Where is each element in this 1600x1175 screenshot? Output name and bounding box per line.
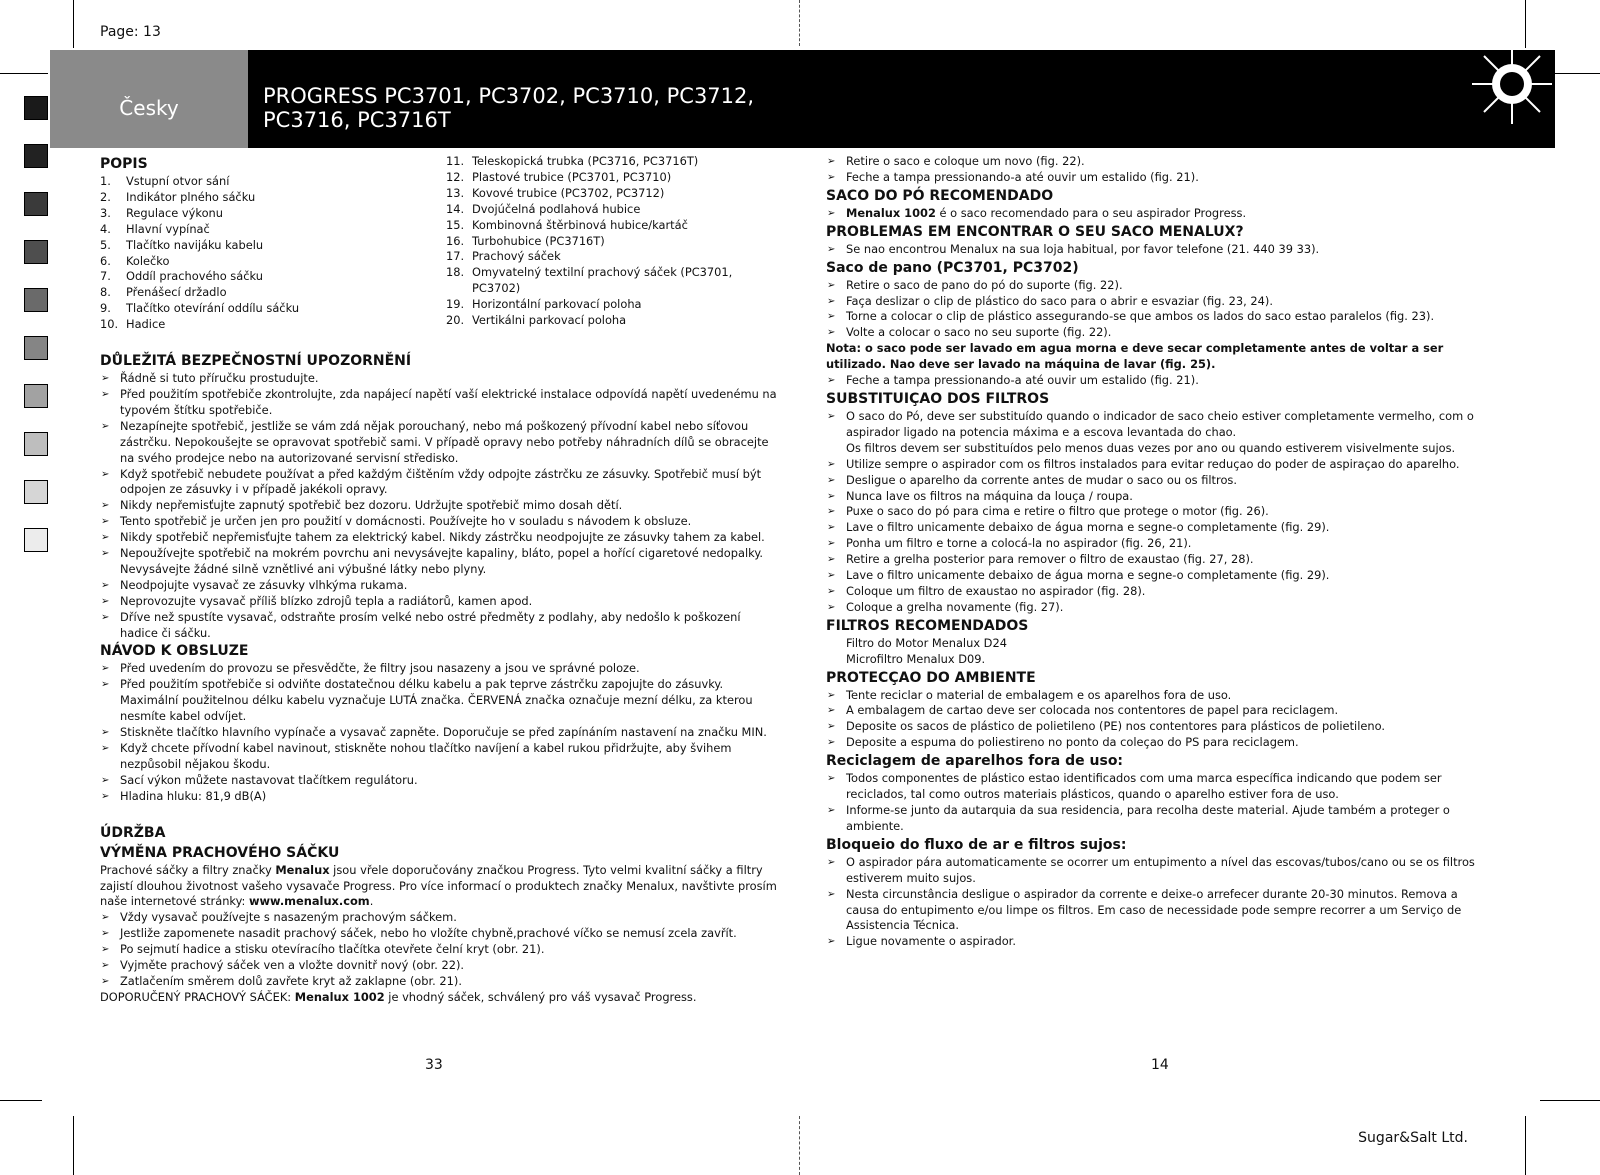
parts-list-item [446, 218, 746, 234]
parts-list-item [446, 265, 746, 297]
item-label: Plastové trubice (PC3701, PC3710) [472, 169, 672, 184]
item-label: Teleskopická trubka (PC3716, PC3716T) [472, 154, 699, 168]
bloqueio-heading: Bloqueio do fluxo de ar e filtros sujos: [826, 836, 1127, 853]
item-number: 5. [100, 237, 111, 252]
list-item: ➢ Když chcete přívodní kabel navinout, stiskněte nohou tlačítko navíjení a kabel rukou přidržujte, aby švihem nezpůsobil nějakou škodu. [100, 741, 780, 773]
vymena-paragraph [100, 863, 780, 911]
item-label: Dvojúčelná podlahová hubice [472, 201, 641, 216]
list-item: ➢ Todos componentes de plástico estao identificados com uma marca específica indicando que podem ser reciclados, tal como outros materiais plásticos, quando o aparelho estiver fora de uso. [826, 771, 1491, 803]
item-number: 16. [446, 233, 465, 248]
parts-list-item [100, 254, 446, 270]
parts-list-item [100, 190, 446, 206]
parts-list-item [446, 202, 746, 218]
list-item: ➢ Deposite os sacos de plástico de polietileno (PE) nos contentores para plásticos de polietileno. [826, 719, 1491, 735]
list-item: ➢ Ponha um filtro e torne a colocá-la no aspirador (fig. 26, 21). [826, 536, 1491, 552]
list-item: ➢ Nepoužívejte spotřebič na mokrém povrchu ani nevysávejte kapaliny, bláto, popel a hořící cigaretové nedopalky. Nevysávejte žádné silně vznětlivé ani výbušné látky nebo plyny. [100, 546, 780, 578]
list-item: ➢ Retire o saco de pano do pó do suporte (fig. 22). [826, 278, 1491, 294]
czech-column [100, 154, 780, 1006]
color-swatch [24, 96, 48, 120]
parts-list-item [446, 313, 746, 329]
list-item: ➢ Torne a colocar o clip de plástico assegurando-se que ambos os lados do saco estao paralelos (fig. 23). [826, 309, 1491, 325]
item-number: 12. [446, 169, 465, 184]
item-number: 14. [446, 201, 465, 216]
parts-list-item [446, 234, 746, 250]
crop-mark [1525, 0, 1526, 48]
saco-item [826, 206, 1491, 222]
title-line-2: PC3716, PC3716T [263, 108, 451, 132]
list-item: ➢ Tente reciclar o material de embalagem e os aparelhos fora de uso. [826, 688, 1491, 704]
list-item: ➢ Před uvedením do provozu se přesvědčte, že filtry jsou nasazeny a jsou ve správné poloze. [100, 661, 780, 677]
list-item: ➢ Nunca lave os filtros na máquina da louça / roupa. [826, 489, 1491, 505]
list-item: ➢ Nezapínejte spotřebič, jestliže se vám zdá nějak porouchaný, nebo má poškozený přívodní kabel nebo síťovou zástrčku. Nepokoušejte se opravovat spotřebič sami. V případě opravy nebo potřeby náhradních dílů se obracejte na svého prodejce nebo na autorizované servisní středisko. [100, 419, 780, 467]
parts-list-item [446, 186, 746, 202]
color-swatch [24, 336, 48, 360]
footer-brand: Sugar&Salt Ltd. [1358, 1130, 1468, 1146]
list-item: ➢ Nesta circunstância desligue o aspirador da corrente e deixe-o arrefecer durante 20-30 minutos. Remova a causa do entupimento e/ou limpe os filtros. Em caso de necessidade pode sempre recorrer a um Serviço de Assistencia Técnica. [826, 887, 1491, 935]
filtros-heading: SUBSTITUIÇAO DOS FILTROS [826, 390, 1050, 407]
list-item: ➢ Coloque a grelha novamente (fig. 27). [826, 600, 1491, 616]
item-label: Tlačítko otevírání oddílu sáčku [126, 301, 300, 316]
page-label: Page: 13 [100, 24, 161, 40]
list-item: ➢ Lave o filtro unicamente debaixo de água morna e segne-o completamente (fig. 29). [826, 568, 1491, 584]
crop-mark [1540, 1100, 1600, 1101]
udrzba-heading: ÚDRŽBA [100, 824, 166, 841]
item-number: 6. [100, 253, 111, 268]
filtros-list [826, 457, 1491, 616]
navod-list [100, 661, 780, 804]
list-item: ➢ Puxe o saco do pó para cima e retire o filtro que protege o motor (fig. 26). [826, 504, 1491, 520]
recommended-bag-line [100, 990, 780, 1006]
list-item: ➢ Retire a grelha posterior para remover o filtro de exaustao (fig. 27, 28). [826, 552, 1491, 568]
parts-list-item [100, 174, 446, 190]
list-item: ➢ Vždy vysavač používejte s nasazeným prachovým sáčkem. [100, 910, 780, 926]
item-label: Přenášecí držadlo [126, 285, 227, 300]
parts-list-item [100, 238, 446, 254]
problemas-item: ➢ Se nao encontrou Menalux na sua loja habitual, por favor telefone (21. 440 39 33). [826, 242, 1491, 258]
parts-list-item [100, 206, 446, 222]
fold-line-bottom [799, 1116, 800, 1175]
parts-list-right [446, 154, 746, 333]
pano-end-item: ➢ Feche a tampa pressionando-a até ouvir um estalido (fig. 21). [826, 373, 1491, 389]
item-number: 17. [446, 249, 465, 264]
list-item: ➢ Feche a tampa pressionando-a até ouvir um estalido (fig. 21). [826, 170, 1491, 186]
crop-mark [0, 1100, 42, 1101]
recommended-bag-label: DOPORUČENÝ PRACHOVÝ SÁČEK: [100, 989, 295, 1004]
list-item: ➢ Ligue novamente o aspirador. [826, 934, 1491, 950]
portuguese-column [826, 154, 1491, 950]
color-swatch [24, 192, 48, 216]
pano-list [826, 278, 1491, 342]
list-item: Microfiltro Menalux D09. [846, 651, 986, 666]
item-label: Hlavní vypínač [126, 221, 210, 236]
item-number: 8. [100, 285, 111, 300]
menalux-url-link[interactable]: www.menalux.com [248, 894, 370, 909]
parts-list-item [446, 297, 746, 313]
parts-list-item [100, 269, 446, 285]
nota-text: Nota: o saco pode ser lavado em agua morna e deve secar completamente antes de voltar a ser utilizado. Nao deve ser lavado na máquina de lavar (fig. 25). [826, 341, 1444, 372]
color-swatch [24, 144, 48, 168]
vymena-end: . [369, 894, 374, 909]
list-item: ➢ Informe-se junto da autarquia da sua residencia, para recolha deste material. Ajude também a proteger o ambiente. [826, 803, 1491, 835]
ambiente-heading: PROTECÇAO DO AMBIENTE [826, 669, 1036, 686]
item-label: Oddíl prachového sáčku [126, 269, 263, 284]
item-number: 10. [100, 317, 119, 332]
item-number: 18. [446, 265, 465, 280]
list-item: ➢ Coloque um filtro de exaustao no aspirador (fig. 28). [826, 584, 1491, 600]
list-item: ➢ Tento spotřebič je určen jen pro použití v domácnosti. Používejte ho v souladu s návodem k obsluze. [100, 514, 780, 530]
color-swatch [24, 240, 48, 264]
list-item: ➢ Utilize sempre o aspirador com os filtros instalados para evitar reduçao do poder de aspiraçao do aparelho. [826, 457, 1491, 473]
reciclagem-list [826, 771, 1491, 835]
problemas-heading: PROBLEMAS EM ENCONTRAR O SEU SACO MENALUX? [826, 223, 1244, 240]
list-item: ➢ Vyjměte prachový sáček ven a vložte dovnitř nový (obr. 22). [100, 958, 780, 974]
item-label: Indikátor plného sáčku [126, 189, 256, 204]
saco-heading: SACO DO PÓ RECOMENDADO [826, 187, 1054, 204]
item-label: Vstupní otvor sání [126, 174, 230, 188]
vymena-text: Prachové sáčky a filtry značky [100, 862, 276, 877]
vymena-heading: VÝMĚNA PRACHOVÉHO SÁČKU [100, 844, 340, 861]
item-label: Kovové trubice (PC3702, PC3712) [472, 185, 665, 200]
list-item: ➢ Retire o saco e coloque um novo (fig. 22). [826, 154, 1491, 170]
parts-list-left [100, 174, 446, 333]
pano-heading: Saco de pano (PC3701, PC3702) [826, 259, 1079, 276]
saco-model: Menalux 1002 [846, 205, 936, 220]
bloqueio-list [826, 855, 1491, 950]
list-item: ➢ Jestliže zapomenete nasadit prachový sáček, nebo ho vložíte chybně,prachové víčko se nemusí zcela zavřít. [100, 926, 780, 942]
item-number: 4. [100, 221, 111, 236]
list-item: ➢ Dříve než spustíte vysavač, odstraňte prosím velké nebo ostré předměty z podlahy, aby nedošlo k poškození hadice či sáčku. [100, 610, 780, 642]
item-number: 20. [446, 313, 465, 328]
filtros-first-item [826, 409, 1491, 457]
list-item: ➢ Neodpojujte vysavač ze zásuvky vlhkýma rukama. [100, 578, 780, 594]
list-item: ➢ Zatlačením směrem dolů zavřete kryt až zaklapne (obr. 21). [100, 974, 780, 990]
list-item: ➢ Lave o filtro unicamente debaixo de água morna e segne-o completamente (fig. 29). [826, 520, 1491, 536]
list-item: ➢ A embalagem de cartao deve ser colocada nos contentores de papel para reciclagem. [826, 703, 1491, 719]
bag-intro-list [826, 154, 1491, 186]
item-label: Kolečko [126, 253, 170, 268]
list-item: ➢ Desligue o aparelho da corrente antes de mudar o saco ou os filtros. [826, 473, 1491, 489]
recommended-bag-text: je vhodný sáček, schválený pro váš vysavač Progress. [384, 989, 697, 1004]
parts-list-item [446, 249, 746, 265]
list-item: ➢ Stiskněte tlačítko hlavního vypínače a vysavač zapněte. Doporučuje se před zapínáním nastavení na značku MIN. [100, 725, 780, 741]
item-number: 3. [100, 205, 111, 220]
safety-heading: DŮLEŽITÁ BEZPEČNOSTNÍ UPOZORNĚNÍ [100, 353, 412, 370]
color-swatch [24, 432, 48, 456]
crop-mark [1552, 73, 1600, 74]
color-swatch [24, 528, 48, 552]
parts-list-item [100, 301, 446, 317]
recommended-bag-model: Menalux 1002 [294, 989, 385, 1004]
item-label: Tlačítko navijáku kabelu [126, 237, 264, 252]
item-number: 11. [446, 154, 465, 168]
crop-mark [0, 73, 48, 74]
list-item: ➢ Volte a colocar o saco no seu suporte (fig. 22). [826, 325, 1491, 341]
recomendados-list [826, 636, 1491, 668]
filtros-first-text-b: Os filtros devem ser substituídos pelo menos duas vezes por ano ou quando estiverem visivelmente sujos. [846, 440, 1456, 455]
item-number: 19. [446, 297, 465, 312]
item-label: Prachový sáček [472, 249, 561, 264]
item-number: 13. [446, 185, 465, 200]
item-number: 2. [100, 189, 111, 204]
title-line-1: PROGRESS PC3701, PC3702, PC3710, PC3712, [263, 84, 755, 108]
ambiente-list [826, 688, 1491, 752]
filtros-first-text: ➢ O saco do Pó, deve ser substituído quando o indicador de saco cheio estiver completamente vermelho, com o aspirador ligado na potencia máxima e a escova levantada do chao. [846, 408, 1474, 439]
list-item: ➢ Po sejmutí hadice a stisku otevíracího tlačítka otevřete čelní kryt (obr. 21). [100, 942, 780, 958]
color-swatch [24, 288, 48, 312]
parts-list-item [446, 170, 746, 186]
parts-list-item [446, 154, 746, 170]
list-item: ➢ Nikdy spotřebič nepřemisťujte tahem za elektrický kabel. Nikdy zástrčku neodpojujte ze zásuvky tahem za kabel. [100, 530, 780, 546]
list-item: ➢ Faça deslizar o clip de plástico do saco para o abrir e esvaziar (fig. 23, 24). [826, 294, 1491, 310]
list-item: ➢ Před použitím spotřebiče si odviňte dostatečnou délku kabelu a pak teprve zástrčku zapojujte do zásuvky. Maximální použitelnou délku kabelu vyznačuje LUTÁ značka. ČERVENÁ značka označuje mezní délku, za kterou nesmíte kabel odvíjet. [100, 677, 780, 725]
recomendados-heading: FILTROS RECOMENDADOS [826, 617, 1029, 634]
page-number-left: 33 [425, 1057, 443, 1073]
menalux-brand: Menalux [275, 862, 330, 877]
list-item: ➢ Hladina hluku: 81,9 dB(A) [100, 789, 780, 805]
list-item: ➢ Nikdy nepřemisťujte zapnutý spotřebič bez dozoru. Udržujte spotřebič mimo dosah dětí. [100, 498, 780, 514]
parts-list-item [100, 222, 446, 238]
list-item: ➢ O aspirador pára automaticamente se ocorrer um entupimento a nível das escovas/tubos/cano ou se os filtros estiverem muito sujos. [826, 855, 1491, 887]
item-number: 1. [100, 174, 111, 188]
vymena-list [100, 910, 780, 990]
item-label: Omyvatelný textilní prachový sáček (PC3701, PC3702) [472, 265, 733, 296]
language-label: Česky [119, 96, 179, 120]
crop-mark [1525, 1116, 1526, 1175]
item-label: Horizontální parkovací poloha [472, 297, 642, 312]
fold-line-top [799, 0, 800, 46]
safety-list [100, 371, 780, 641]
saco-text: é o saco recomendado para o seu aspirador Progress. [935, 205, 1247, 220]
vymena-text-2: jsou vřele doporučovány značkou Progress. Tyto velmi kvalitní sáčky a filtry zajistí dlouhou životnost vašeho vysavače Progress. Pro více informací o produktech značky Menalux, navštivte prosím naše internetové stránky: [100, 862, 777, 909]
list-item: ➢ Před použitím spotřebiče zkontrolujte, zda napájecí napětí vaší elektrické instalace odpovídá napětí uvedenému na typovém štítku spotřebiče. [100, 387, 780, 419]
list-item: Filtro do Motor Menalux D24 [846, 635, 1007, 650]
item-number: 15. [446, 217, 465, 232]
list-item: ➢ Neprovozujte vysavač příliš blízko zdrojů tepla a radiátorů, kamen apod. [100, 594, 780, 610]
page-number-right: 14 [1151, 1057, 1169, 1073]
item-label: Regulace výkonu [126, 205, 223, 220]
list-item: ➢ Když spotřebič nebudete používat a před každým čištěním vždy odpojte zástrčku ze zásuvky. Spotřebič musí být odpojen ze zásuvky i v případě jakékoli opravy. [100, 467, 780, 499]
item-label: Kombinovná štěrbinová hubice/kartáč [472, 217, 688, 232]
item-label: Hadice [126, 317, 166, 332]
item-number: 7. [100, 269, 111, 284]
list-item: ➢ Řádně si tuto příručku prostudujte. [100, 371, 780, 387]
registration-mark-icon [1470, 42, 1554, 126]
crop-mark [73, 1116, 74, 1175]
navod-heading: NÁVOD K OBSLUZE [100, 643, 249, 660]
popis-heading: POPIS [100, 156, 148, 172]
list-item: ➢ Deposite a espuma do poliestireno no ponto da coleçao do PS para reciclagem. [826, 735, 1491, 751]
crop-mark [73, 0, 74, 48]
item-number: 9. [100, 301, 111, 316]
parts-list-item [100, 285, 446, 301]
color-swatch [24, 480, 48, 504]
item-label: Vertikálni parkovací poloha [472, 313, 627, 328]
language-tab [50, 50, 248, 148]
page-title [263, 84, 863, 132]
item-label: Turbohubice (PC3716T) [472, 233, 605, 248]
list-item: ➢ Sací výkon můžete nastavovat tlačítkem regulátoru. [100, 773, 780, 789]
color-swatch [24, 384, 48, 408]
parts-list-item [100, 317, 446, 333]
reciclagem-heading: Reciclagem de aparelhos fora de uso: [826, 753, 1124, 770]
